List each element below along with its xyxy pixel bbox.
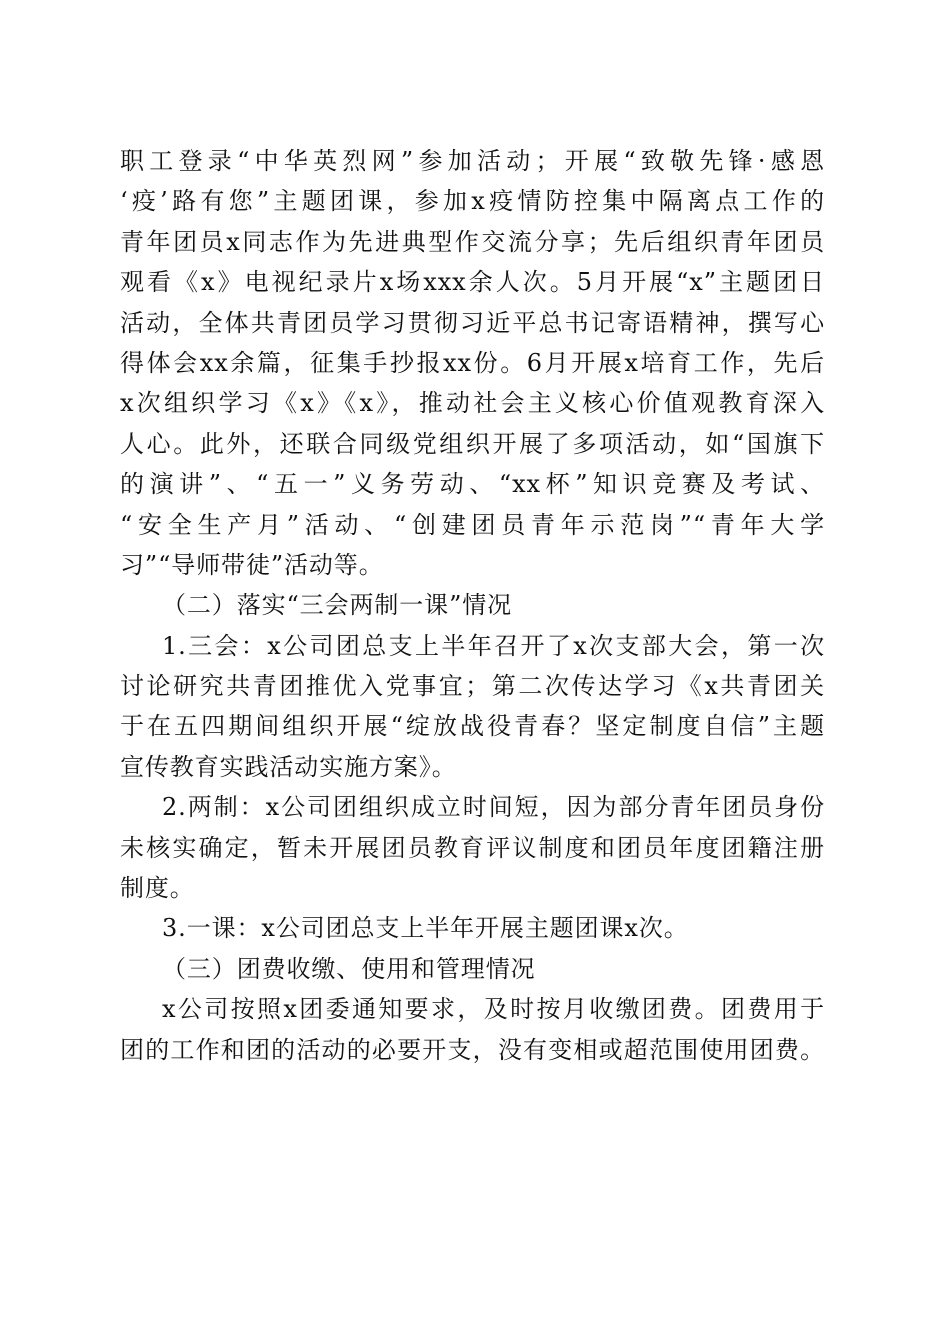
text-line: x公司按照x团委通知要求，及时按月收缴团费。团费用于 [162,995,825,1024]
text-line: 职工登录“中华英烈网”参加活动；开展“致敬先锋·感恩 [120,147,825,175]
text-line: 得体会xx余篇，征集手抄报xx份。6月开展x培育工作，先后 [120,348,825,377]
text-line: 制度。 [120,874,195,903]
text-line: 观看《x》电视纪录片x场xxx余人次。5月开展“x”主题团日 [120,268,825,297]
text-line: 活动，全体共青团员学习贯彻习近平总书记寄语精神，撰写心 [120,308,825,337]
text-line: 团的工作和团的活动的必要开支，没有变相或超范围使用团费。 [120,1035,825,1064]
section-heading: （二）落实“三会两制一课”情况 [162,591,513,620]
text-line: x次组织学习《x》《x》，推动社会主义核心价值观教育深入 [120,389,825,418]
section-heading: （三）团费收缴、使用和管理情况 [162,954,536,983]
text-line: 习”“导师带徒”活动等。 [120,550,384,579]
text-line: “安全生产月”活动、“创建团员青年示范岗”“青年大学 [120,510,825,539]
text-line: 3.一课：x公司团总支上半年开展主题团课x次。 [162,914,689,943]
body-text [120,141,825,1070]
text-line: 2.两制：x公司团组织成立时间短，因为部分青年团员身份 [162,793,825,822]
text-line: 青年团员x同志作为先进典型作交流分享；先后组织青年团员 [120,227,825,256]
text-line: 讨论研究共青团推优入党事宜；第二次传达学习《x共青团关 [120,672,825,701]
text-line: 宣传教育实践活动实施方案》。 [120,752,457,781]
text-line: 的演讲”、“五一”义务劳动、“xx杯”知识竞赛及考试、 [120,470,825,499]
text-line: 未核实确定，暂未开展团员教育评议制度和团员年度团籍注册 [120,833,825,862]
text-line: 人心。此外，还联合同级党组织开展了多项活动，如“国旗下 [120,429,825,458]
text-line: 1.三会：x公司团总支上半年召开了x次支部大会，第一次 [162,631,825,660]
text-line: 于在五四期间组织开展“绽放战役青春？坚定制度自信”主题 [120,712,825,741]
text-line: ‘疫’路有您”主题团课，参加x疫情防控集中隔离点工作的 [120,187,825,216]
